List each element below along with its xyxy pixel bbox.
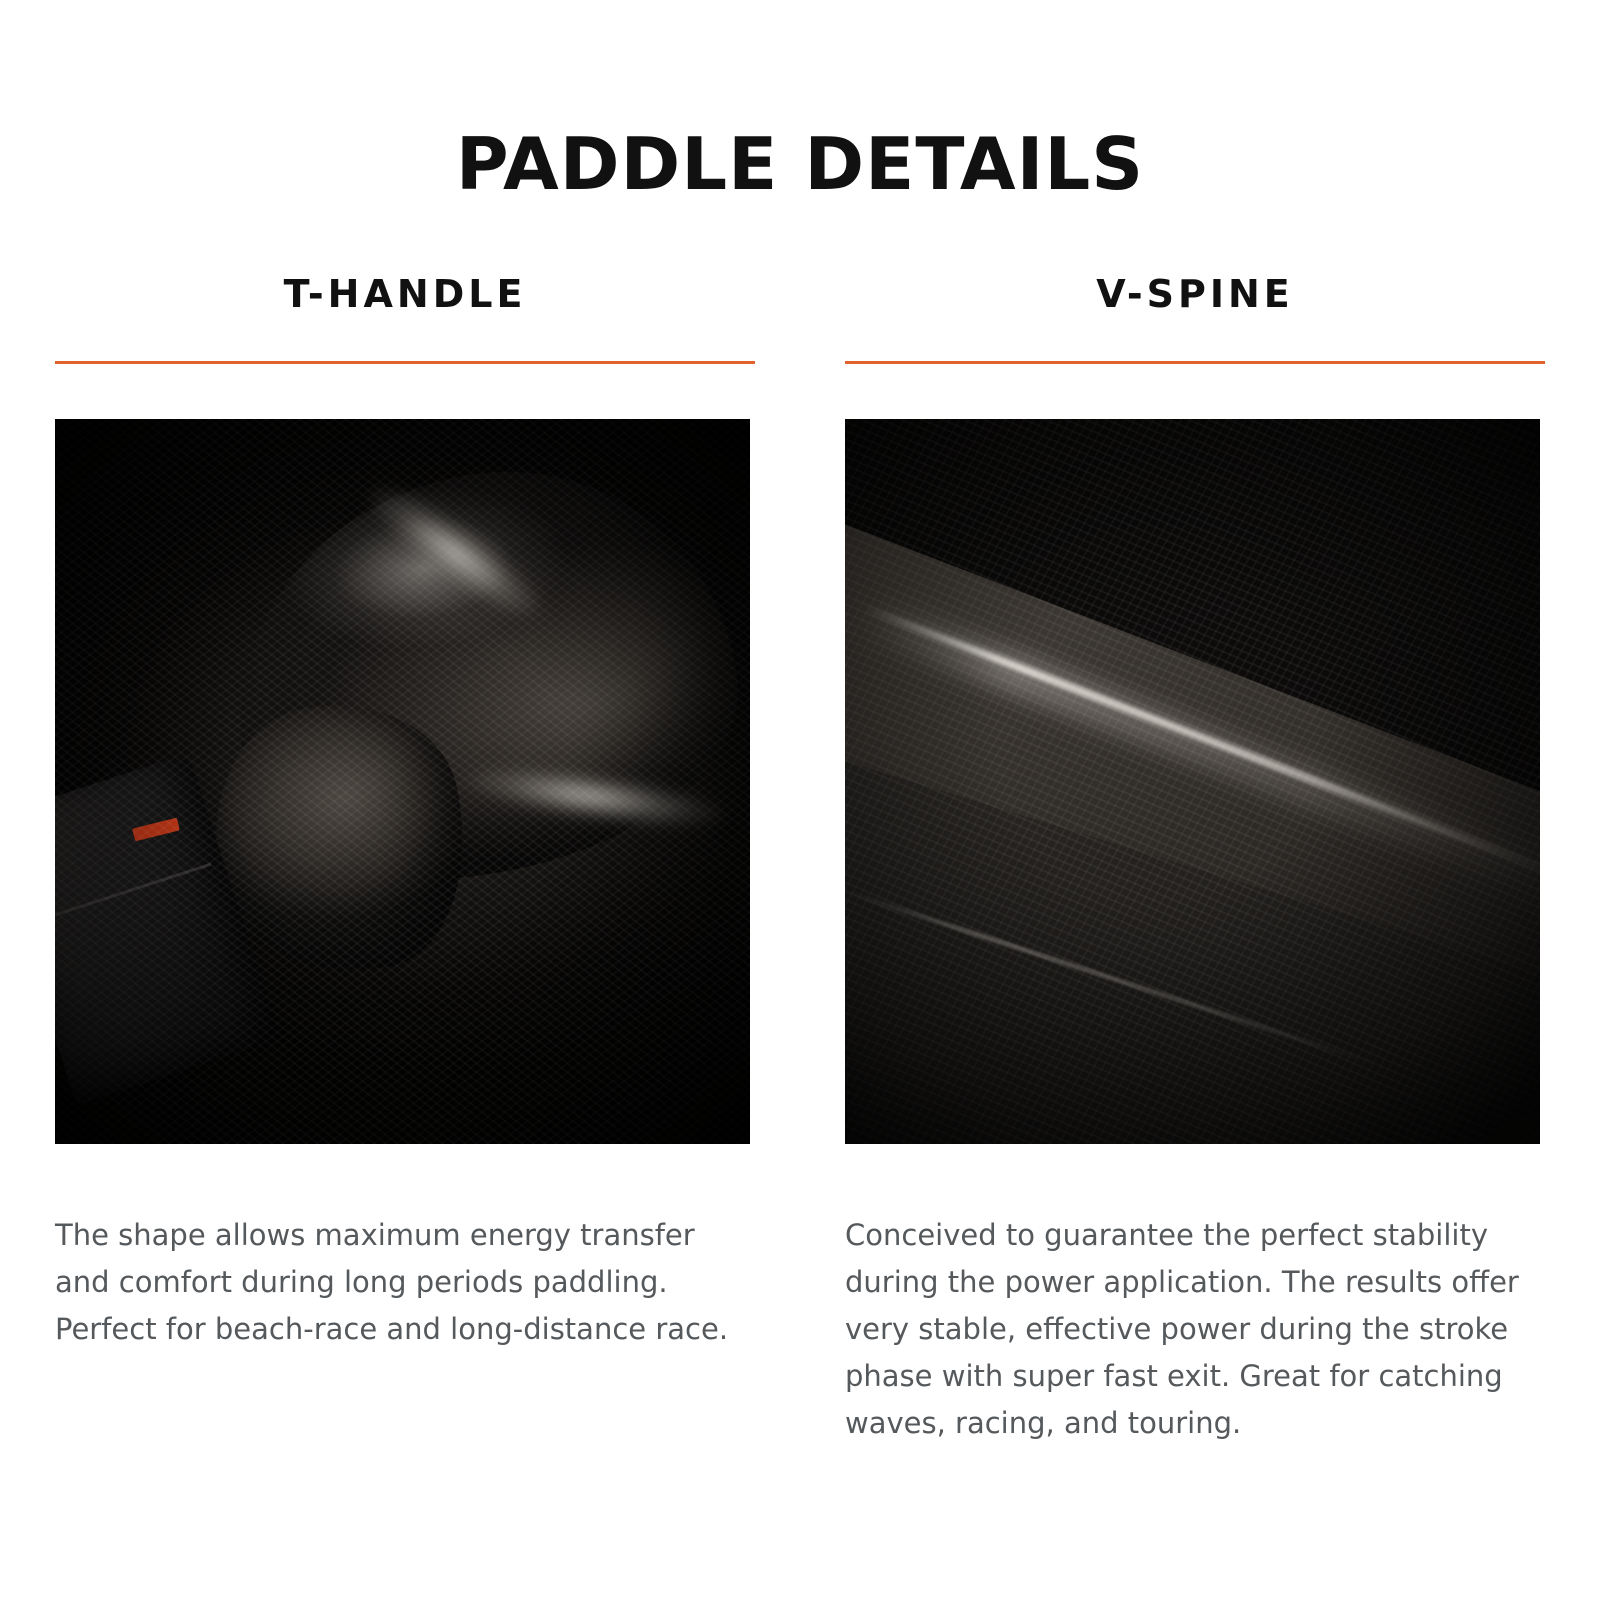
photo-vignette-right [845, 419, 1540, 1144]
accent-divider-left [55, 361, 755, 364]
photo-vignette-left [55, 419, 750, 1144]
column-heading-t-handle: T-HANDLE [283, 272, 527, 316]
caption-t-handle: The shape allows maximum energy transfer and comfort during long periods paddling. Perfect for beach-race and long-distance race. [55, 1218, 729, 1346]
page-title: PADDLE DETAILS [455, 122, 1145, 206]
photo-t-handle [55, 419, 750, 1144]
photo-v-spine [845, 419, 1540, 1144]
accent-divider-right [845, 361, 1545, 364]
detail-column-t-handle [55, 272, 755, 1476]
column-heading-v-spine: V-SPINE [1096, 272, 1294, 316]
detail-column-v-spine [845, 272, 1545, 1476]
details-columns [0, 272, 1600, 1476]
caption-v-spine: Conceived to guarantee the perfect stability during the power application. The results offer very stable, effective power during the stroke phase with super fast exit. Great for catching waves, racing, and touring. [845, 1218, 1519, 1440]
